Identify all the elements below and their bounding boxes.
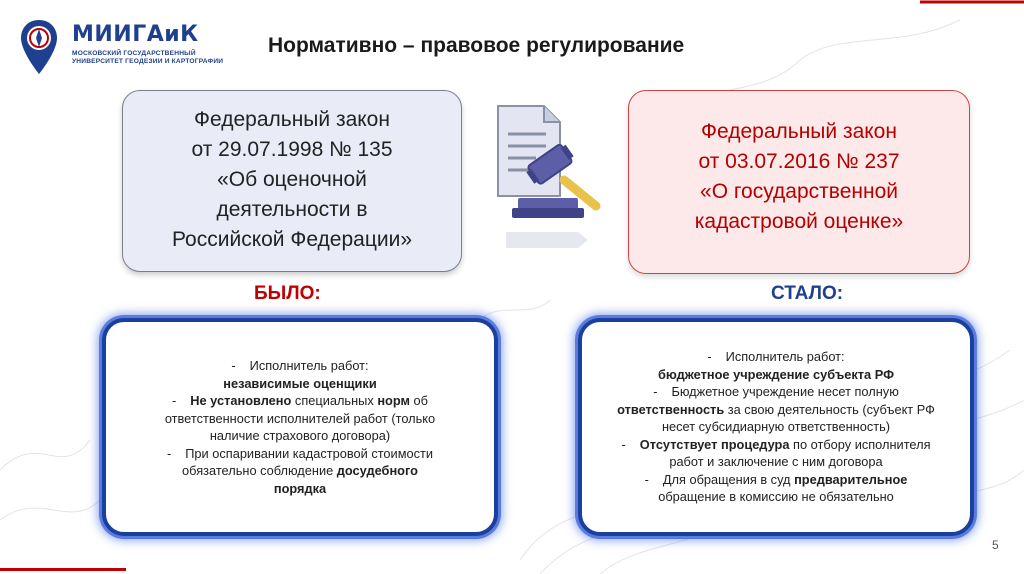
before-item-1-value-line [126, 375, 474, 393]
before-item-2 [126, 392, 474, 410]
new-law-box [628, 90, 970, 274]
logo-subtitle [72, 50, 223, 66]
after-item-4 [602, 471, 950, 489]
after-panel-text [602, 322, 950, 532]
list-dash: - [166, 445, 172, 461]
before-item-2-text-a: специальных [291, 393, 378, 408]
list-dash: - [707, 349, 712, 365]
after-item-2 [602, 383, 950, 401]
old-law-line-3: «Об оценочной [217, 168, 367, 191]
new-law-line-4: кадастровой оценке» [694, 210, 904, 233]
before-item-2-line-2: ответственности исполнителей работ (только [164, 410, 436, 426]
new-law-line-2: от 03.07.2016 № 237 [698, 150, 900, 173]
old-law-box [122, 90, 462, 272]
new-law-text [629, 91, 969, 237]
before-item-3-line-3 [126, 480, 474, 498]
before-item-1 [126, 357, 474, 375]
new-law-line-3: «О государственной [700, 180, 898, 203]
list-dash: - [231, 358, 236, 373]
after-item-4-bold: предварительное [794, 471, 908, 487]
before-item-3-text: При оспаривании кадастровой стоимости [185, 445, 434, 461]
top-right-accent-bar [914, 0, 1024, 12]
old-law-line-2: от 29.07.1998 № 135 [191, 138, 393, 161]
list-dash: - [621, 436, 626, 452]
logo-name: МИИГАиК [72, 22, 199, 47]
after-item-3-text: по отбору исполнителя [789, 436, 931, 452]
logo-subtitle-line-1: МОСКОВСКИЙ ГОСУДАРСТВЕННЫЙ [72, 50, 196, 57]
after-item-2-line-2 [602, 401, 950, 419]
old-law-line-4: деятельности в [216, 198, 368, 221]
before-item-3 [126, 445, 474, 463]
after-item-1-text: Исполнитель работ: [725, 349, 845, 365]
old-law-line-5: Российской Федерации» [171, 228, 413, 251]
after-item-2-text: Бюджетное учреждение несет полную [671, 384, 899, 400]
old-law-text [123, 91, 461, 255]
before-item-2-line-3: наличие страхового договора) [209, 428, 391, 443]
list-dash: - [653, 384, 658, 400]
after-item-2-bold: ответственность [617, 401, 725, 417]
after-item-2-line-3: несет субсидиарную ответственность) [661, 419, 891, 435]
after-label: СТАЛО: [771, 283, 844, 304]
after-item-1 [602, 348, 950, 366]
before-panel-text [126, 322, 474, 532]
after-panel [578, 318, 974, 536]
before-item-2-bold: Не установлено [190, 393, 292, 408]
after-item-3 [602, 436, 950, 454]
logo-subtitle-line-2: УНИВЕРСИТЕТ ГЕОДЕЗИИ И КАРТОГРАФИИ [72, 58, 224, 65]
before-item-2-text-b: об [409, 393, 428, 408]
after-item-1-value: бюджетное учреждение субъекта РФ [657, 366, 895, 382]
after-item-2-text-b: за свою деятельность (субъект РФ [724, 401, 935, 417]
list-dash: - [644, 471, 649, 487]
list-dash: - [172, 393, 177, 408]
before-item-1-text: Исполнитель работ: [249, 358, 369, 373]
before-item-1-value: независимые оценщики [223, 375, 377, 391]
before-item-2-bold-2: норм [377, 393, 410, 408]
page-title: Нормативно – правовое регулирование [268, 34, 685, 57]
after-item-1-value-line [602, 366, 950, 384]
before-item-3-text-b: обязательно соблюдение [182, 463, 337, 478]
before-item-3-bold: досудебного [336, 463, 418, 478]
bottom-accent-bar [0, 568, 126, 571]
before-label: БЫЛО: [254, 283, 321, 304]
before-panel [102, 318, 498, 536]
before-item-3-bold-2: порядка [273, 480, 327, 496]
map-pin-compass-icon [18, 18, 60, 78]
after-item-3-bold: Отсутствует процедура [639, 436, 790, 452]
old-law-line-1: Федеральный закон [194, 108, 390, 131]
after-item-4-text: Для обращения в суд [662, 471, 795, 487]
after-item-3-line-2: работ и заключение с ним договора [669, 454, 883, 470]
after-item-4-line-2: обращение в комиссию не обязательно [658, 489, 894, 505]
document-gavel-icon [484, 100, 614, 270]
before-item-3-line-2 [126, 462, 474, 480]
page-number: 5 [992, 538, 999, 552]
university-logo [14, 14, 224, 74]
new-law-line-1: Федеральный закон [701, 120, 897, 143]
